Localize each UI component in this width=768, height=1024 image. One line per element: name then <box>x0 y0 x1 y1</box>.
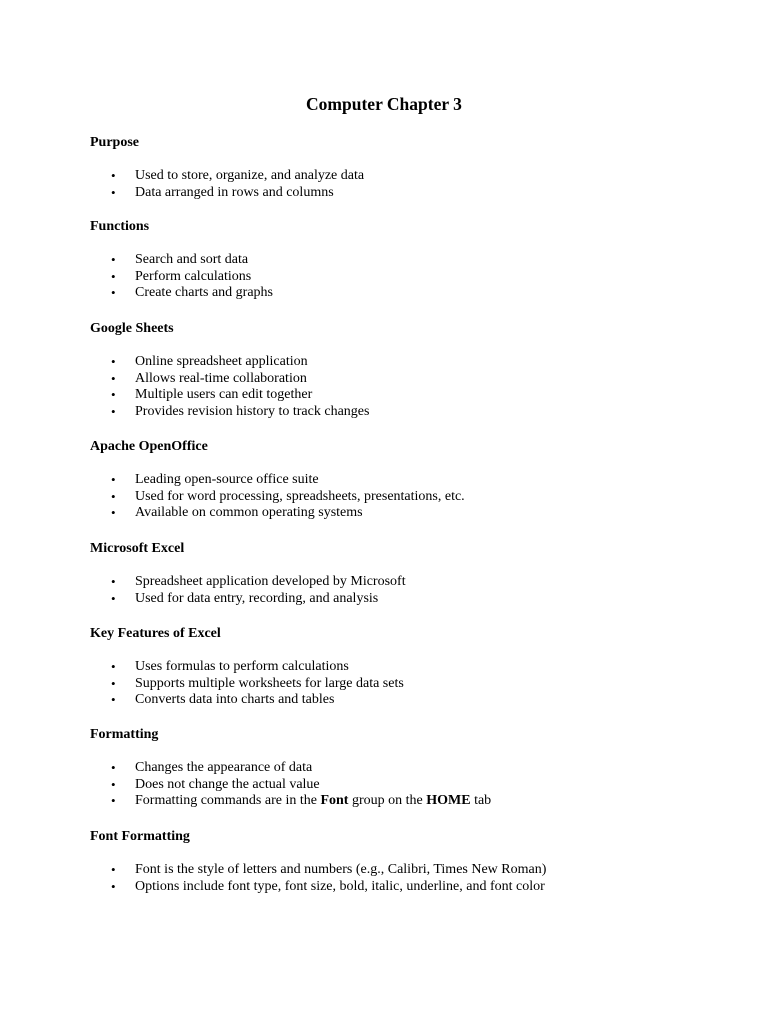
bullet-icon: • <box>111 505 116 521</box>
section-heading: Microsoft Excel <box>90 541 185 556</box>
bullet-list <box>90 252 710 302</box>
section-heading: Formatting <box>90 727 159 742</box>
bullet-icon: • <box>111 692 116 708</box>
section-heading: Font Formatting <box>90 829 190 844</box>
section-functions <box>90 218 710 302</box>
section-heading: Functions <box>90 219 150 234</box>
bullet-icon: • <box>111 472 116 487</box>
section-font-formatting <box>90 828 710 895</box>
bullet-icon: • <box>111 387 116 403</box>
section-key-features-excel <box>90 625 710 709</box>
bullet-icon: • <box>111 268 116 284</box>
bullet-list <box>90 354 710 420</box>
bullet-list <box>90 659 710 709</box>
bullet-list <box>90 574 710 607</box>
section-microsoft-excel <box>90 540 710 607</box>
bold-text: Font <box>320 793 349 809</box>
bullet-icon: • <box>111 675 116 691</box>
list-item: • Online spreadsheet application <box>111 354 308 369</box>
bullet-icon: • <box>111 793 116 809</box>
page-title: Computer Chapter 3 <box>306 94 462 114</box>
list-item: • Changes the appearance of data <box>111 760 313 775</box>
list-item: • Available on common operating systems <box>111 505 363 521</box>
bullet-list <box>90 472 710 522</box>
bullet-icon: • <box>111 168 116 183</box>
bullet-icon: • <box>111 403 116 419</box>
list-item: • Provides revision history to track changes <box>111 403 370 419</box>
bold-text: HOME <box>426 793 471 809</box>
list-item: • Options include font type, font size, bold, italic, underline, and font color <box>111 878 545 894</box>
list-item: • Supports multiple worksheets for large data sets <box>111 675 404 691</box>
list-item: • Perform calculations <box>111 268 252 284</box>
bullet-icon: • <box>111 862 116 877</box>
bullet-list <box>90 760 710 810</box>
section-google-sheets <box>90 320 710 420</box>
list-item: • Does not change the actual value <box>111 776 320 792</box>
bullet-icon: • <box>111 590 116 606</box>
list-item: • Leading open-source office suite <box>111 472 319 487</box>
bullet-icon: • <box>111 760 116 775</box>
list-item: • Formatting commands are in the Font group on the HOME tab <box>111 793 492 809</box>
list-item: • Create charts and graphs <box>111 285 273 301</box>
list-item: • Allows real-time collaboration <box>111 370 307 386</box>
bullet-icon: • <box>111 878 116 894</box>
bullet-list <box>90 862 710 895</box>
bullet-list <box>90 168 710 201</box>
bullet-icon: • <box>111 285 116 301</box>
bullet-icon: • <box>111 184 116 200</box>
bullet-icon: • <box>111 354 116 369</box>
bullet-icon: • <box>111 574 116 589</box>
list-item: • Converts data into charts and tables <box>111 692 335 708</box>
section-heading: Google Sheets <box>90 321 174 336</box>
section-heading: Purpose <box>90 135 139 150</box>
section-formatting <box>90 726 710 810</box>
list-item: • Font is the style of letters and numbers (e.g., Calibri, Times New Roman) <box>111 862 547 877</box>
list-item: • Data arranged in rows and columns <box>111 184 334 200</box>
bullet-icon: • <box>111 488 116 504</box>
list-item: • Spreadsheet application developed by Microsoft <box>111 574 406 589</box>
list-item: • Uses formulas to perform calculations <box>111 659 349 674</box>
list-item: • Used for data entry, recording, and analysis <box>111 590 379 606</box>
section-purpose <box>90 134 710 201</box>
section-apache-openoffice <box>90 438 710 522</box>
bullet-icon: • <box>111 252 116 267</box>
section-heading: Key Features of Excel <box>90 626 221 641</box>
list-item: • Search and sort data <box>111 252 249 267</box>
list-item: • Multiple users can edit together <box>111 387 313 403</box>
bullet-icon: • <box>111 776 116 792</box>
bullet-icon: • <box>111 659 116 674</box>
bullet-icon: • <box>111 370 116 386</box>
list-item: • Used to store, organize, and analyze data <box>111 168 365 183</box>
list-item: • Used for word processing, spreadsheets, presentations, etc. <box>111 488 465 504</box>
section-heading: Apache OpenOffice <box>90 439 208 454</box>
